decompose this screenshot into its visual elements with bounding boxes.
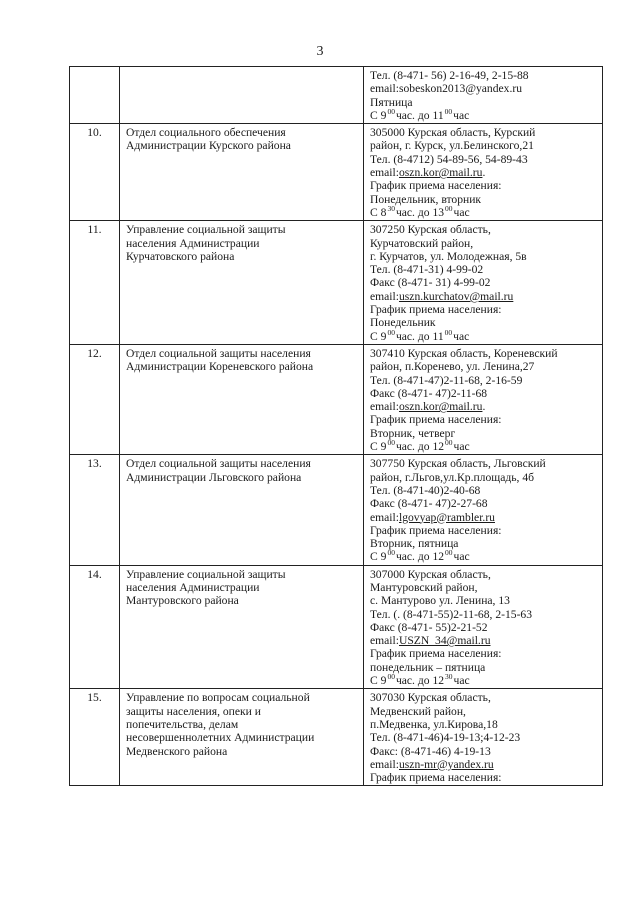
contact-info-line: [370, 290, 596, 303]
contact-text-middle: час. до 12: [395, 440, 445, 454]
contact-info-line: [370, 327, 596, 343]
contact-text: Факс (8-471- 55)2-21-52: [370, 620, 488, 634]
time-minutes-start: 00: [387, 548, 395, 558]
contact-text: Тел. (8-471- 56) 2-16-49, 2-15-88: [370, 69, 529, 82]
contact-text: район, г. Курск, ул.Белинского,21: [370, 139, 534, 153]
email-link[interactable]: oszn.kor@mail.ru: [398, 400, 483, 414]
contact-info-cell: [364, 124, 603, 221]
table-row: [70, 67, 603, 124]
contact-text: С 9: [370, 329, 387, 343]
time-minutes-start: 00: [387, 106, 395, 116]
contact-text: 307030 Курская область,: [370, 691, 491, 705]
contact-text-end: .: [482, 400, 486, 414]
contact-info-line: [370, 691, 596, 704]
contact-info-line: [370, 193, 596, 206]
contact-text-middle: час. до 12: [395, 674, 445, 688]
contact-info-line: [370, 537, 596, 550]
organization-name-line: населения Администрации: [126, 236, 260, 250]
contact-text: email:: [370, 289, 399, 303]
contact-text: Мантуровский район,: [370, 580, 478, 594]
row-number: 12.: [70, 344, 120, 454]
contact-info-line: [370, 647, 596, 660]
contact-info-line: [370, 400, 596, 413]
contact-info-line: [370, 237, 596, 250]
time-minutes-end: 00: [445, 203, 453, 213]
contact-text: 305000 Курская область, Курский: [370, 126, 536, 140]
table-body: [70, 67, 603, 786]
contact-info-line: [370, 413, 596, 426]
table-row: [70, 344, 603, 454]
contact-info-line: [370, 771, 596, 784]
contact-info-line: [370, 203, 596, 219]
organization-name-line: Управление социальной защиты: [126, 223, 286, 237]
contact-text: Факс (8-471- 31) 4-99-02: [370, 276, 491, 290]
contact-text: Вторник, пятница: [370, 537, 459, 551]
organization-name-cell: [120, 344, 364, 454]
contact-text-middle: час. до 12: [395, 550, 445, 564]
contact-text: 307410 Курская область, Кореневский: [370, 346, 558, 360]
contact-text: 307250 Курская область,: [370, 223, 491, 237]
organization-name-line: Отдел социального обеспечения: [126, 126, 286, 140]
contact-info-line: [370, 166, 596, 179]
contact-text-middle: час. до 11: [395, 329, 444, 343]
contact-text: 307750 Курская область, Льговский: [370, 457, 546, 471]
contact-text: С 9: [370, 440, 387, 454]
contact-text: Курчатовский район,: [370, 236, 474, 250]
contact-text: с. Мантурово ул. Ленина, 13: [370, 594, 510, 608]
contact-text: email:: [370, 510, 399, 524]
row-number: 11.: [70, 221, 120, 345]
contact-info-line: [370, 497, 596, 510]
contact-info-line: [370, 139, 596, 152]
contact-text: 307000 Курская область,: [370, 567, 491, 581]
organization-name-cell: [120, 565, 364, 689]
email-link[interactable]: USZN_34@mail.ru: [398, 634, 491, 648]
contact-info-line: [370, 568, 596, 581]
organization-name-line: Отдел социальной защиты населения: [126, 346, 311, 360]
organization-name-line: защиты населения, опеки и: [126, 704, 261, 718]
contact-info-line: [370, 179, 596, 192]
row-number: 10.: [70, 124, 120, 221]
contact-text-end: час: [453, 440, 470, 454]
organization-name-line: несовершеннолетних Администрации: [126, 731, 315, 745]
time-minutes-end: 00: [445, 438, 453, 448]
contact-info-line: [370, 705, 596, 718]
organization-name-cell: [120, 455, 364, 565]
organization-name-cell: [120, 124, 364, 221]
contact-info-cell: [364, 67, 603, 124]
contact-text: email:: [370, 166, 399, 180]
time-minutes-start: 00: [387, 438, 395, 448]
contact-text: email:sobeskon2013@yandex.ru: [370, 82, 523, 96]
contact-text: Факс: (8-471-46) 4-19-13: [370, 744, 491, 758]
contact-info-line: [370, 634, 596, 647]
organization-name-cell: [120, 221, 364, 345]
contact-info-line: [370, 621, 596, 634]
table-row: [70, 565, 603, 689]
table-row: [70, 221, 603, 345]
contact-info-line: [370, 718, 596, 731]
organization-name-line: Администрации Курского района: [126, 139, 291, 153]
row-number: 14.: [70, 565, 120, 689]
contact-info-line: [370, 457, 596, 470]
table-row: [70, 689, 603, 786]
contact-text-end: час: [453, 674, 470, 688]
contact-text: Тел. (8-471-46)4-19-13;4-12-23: [370, 731, 521, 745]
contact-text-end: час: [453, 329, 470, 343]
contact-text: Медвенский район,: [370, 704, 466, 718]
contact-info-line: [370, 263, 596, 276]
contact-info-line: [370, 661, 596, 674]
row-number: 13.: [70, 455, 120, 565]
contact-text: п.Медвенка, ул.Кирова,18: [370, 717, 498, 731]
organization-name-line: Курчатовского района: [126, 249, 235, 263]
contact-info-line: [370, 106, 596, 122]
organization-name-line: населения Администрации: [126, 580, 260, 594]
contact-info-line: [370, 303, 596, 316]
contact-text: Пятница: [370, 95, 413, 109]
contact-text: Факс (8-471- 47)2-27-68: [370, 497, 488, 511]
contact-info-line: [370, 440, 596, 453]
time-minutes-start: 30: [387, 203, 395, 213]
contact-text: График приема населения:: [370, 413, 502, 427]
contact-info-cell: [364, 344, 603, 454]
contact-text: г. Курчатов, ул. Молодежная, 5в: [370, 249, 527, 263]
contact-info-line: [370, 347, 596, 360]
email-link[interactable]: lgovyap@rambler.ru: [398, 510, 495, 524]
contact-text: График приема населения:: [370, 523, 502, 537]
organization-name-line: Медвенского района: [126, 744, 228, 758]
contact-info-line: [370, 126, 596, 139]
contact-info-line: [370, 674, 596, 687]
contact-info-line: [370, 250, 596, 263]
contact-text: понедельник – пятница: [370, 660, 486, 674]
contact-text: Вторник, четверг: [370, 426, 456, 440]
contact-text-middle: час. до 11: [395, 108, 444, 122]
time-minutes-start: 00: [387, 672, 395, 682]
contact-text-end: час: [453, 550, 470, 564]
organization-name-line: Администрации Кореневского района: [126, 360, 314, 374]
contact-info-line: [370, 223, 596, 236]
contact-text: С 9: [370, 550, 387, 564]
email-link[interactable]: oszn.kor@mail.ru: [398, 166, 483, 180]
contact-info-line: [370, 82, 596, 95]
contact-info-line: [370, 758, 596, 771]
contact-info-line: [370, 511, 596, 524]
time-minutes-end: 30: [445, 672, 453, 682]
contact-info-line: [370, 69, 596, 82]
contact-text: email:: [370, 757, 399, 771]
organization-name-cell: [120, 689, 364, 786]
contact-text: Тел. (8-471-40)2-40-68: [370, 483, 481, 497]
contact-info-line: [370, 745, 596, 758]
time-minutes-start: 00: [387, 327, 395, 337]
row-number: 15.: [70, 689, 120, 786]
contact-info-line: [370, 471, 596, 484]
contact-info-line: [370, 581, 596, 594]
contact-text: График приема населения:: [370, 179, 502, 193]
email-link[interactable]: uszn-mr@yandex.ru: [398, 757, 494, 771]
contact-info-line: [370, 153, 596, 166]
contact-text-end: .: [482, 166, 486, 180]
organization-name-line: Управление по вопросам социальной: [126, 691, 310, 705]
contact-info-line: [370, 484, 596, 497]
organization-name-cell: [120, 67, 364, 124]
contact-text-end: час: [453, 205, 470, 219]
contact-info-line: [370, 360, 596, 373]
contact-text: email:: [370, 634, 399, 648]
contact-info-cell: [364, 689, 603, 786]
contact-text: район, г.Льгов,ул.Кр.площадь, 4б: [370, 470, 535, 484]
contact-text: Тел. (8-471-31) 4-99-02: [370, 263, 484, 277]
contact-text-middle: час. до 13: [395, 205, 445, 219]
table-row: [70, 124, 603, 221]
time-minutes-end: 00: [444, 106, 453, 116]
contact-info-line: [370, 608, 596, 621]
contact-info-line: [370, 731, 596, 744]
contact-info-line: [370, 550, 596, 563]
row-number: [70, 67, 120, 124]
organization-name-line: Управление социальной защиты: [126, 567, 286, 581]
contact-info-line: [370, 316, 596, 329]
contact-text: Понедельник, вторник: [370, 192, 482, 206]
contact-text: С 8: [370, 205, 387, 219]
contact-text: График приема населения:: [370, 647, 502, 661]
contact-info-line: [370, 276, 596, 289]
contact-text: Тел. (8-471-47)2-11-68, 2-16-59: [370, 373, 523, 387]
contact-info-line: [370, 594, 596, 607]
time-minutes-end: 00: [445, 548, 453, 558]
contact-text: С 9: [370, 674, 387, 688]
social-protection-offices-table: [69, 66, 603, 786]
contact-text: email:: [370, 400, 399, 414]
contact-text: С 9: [370, 108, 387, 122]
organization-name-line: попечительства, делам: [126, 717, 239, 731]
page-number: 3: [316, 44, 324, 59]
contact-info-line: [370, 96, 596, 109]
contact-text: Тел. (8-4712) 54-89-56, 54-89-43: [370, 152, 528, 166]
contact-info-cell: [364, 455, 603, 565]
organization-name-line: Администрации Льговского района: [126, 470, 302, 484]
contact-info-line: [370, 374, 596, 387]
contact-info-cell: [364, 221, 603, 345]
time-minutes-end: 00: [444, 327, 453, 337]
organization-name-line: Мантуровского района: [126, 594, 239, 608]
email-link[interactable]: uszn.kurchatov@mail.ru: [398, 289, 514, 303]
table-row: [70, 455, 603, 565]
organization-name-line: Отдел социальной защиты населения: [126, 457, 311, 471]
contact-text: График приема населения:: [370, 771, 502, 785]
contact-text: График приема населения:: [370, 303, 502, 317]
contact-info-line: [370, 427, 596, 440]
contact-text: район, п.Коренево, ул. Ленина,27: [370, 360, 535, 374]
contact-text: Факс (8-471- 47)2-11-68: [370, 386, 488, 400]
contact-info-line: [370, 524, 596, 537]
contact-info-cell: [364, 565, 603, 689]
contact-text-end: час: [453, 108, 470, 122]
contact-text: Понедельник: [370, 316, 436, 330]
contact-text: Тел. (. (8-471-55)2-11-68, 2-15-63: [370, 607, 533, 621]
contact-info-line: [370, 387, 596, 400]
